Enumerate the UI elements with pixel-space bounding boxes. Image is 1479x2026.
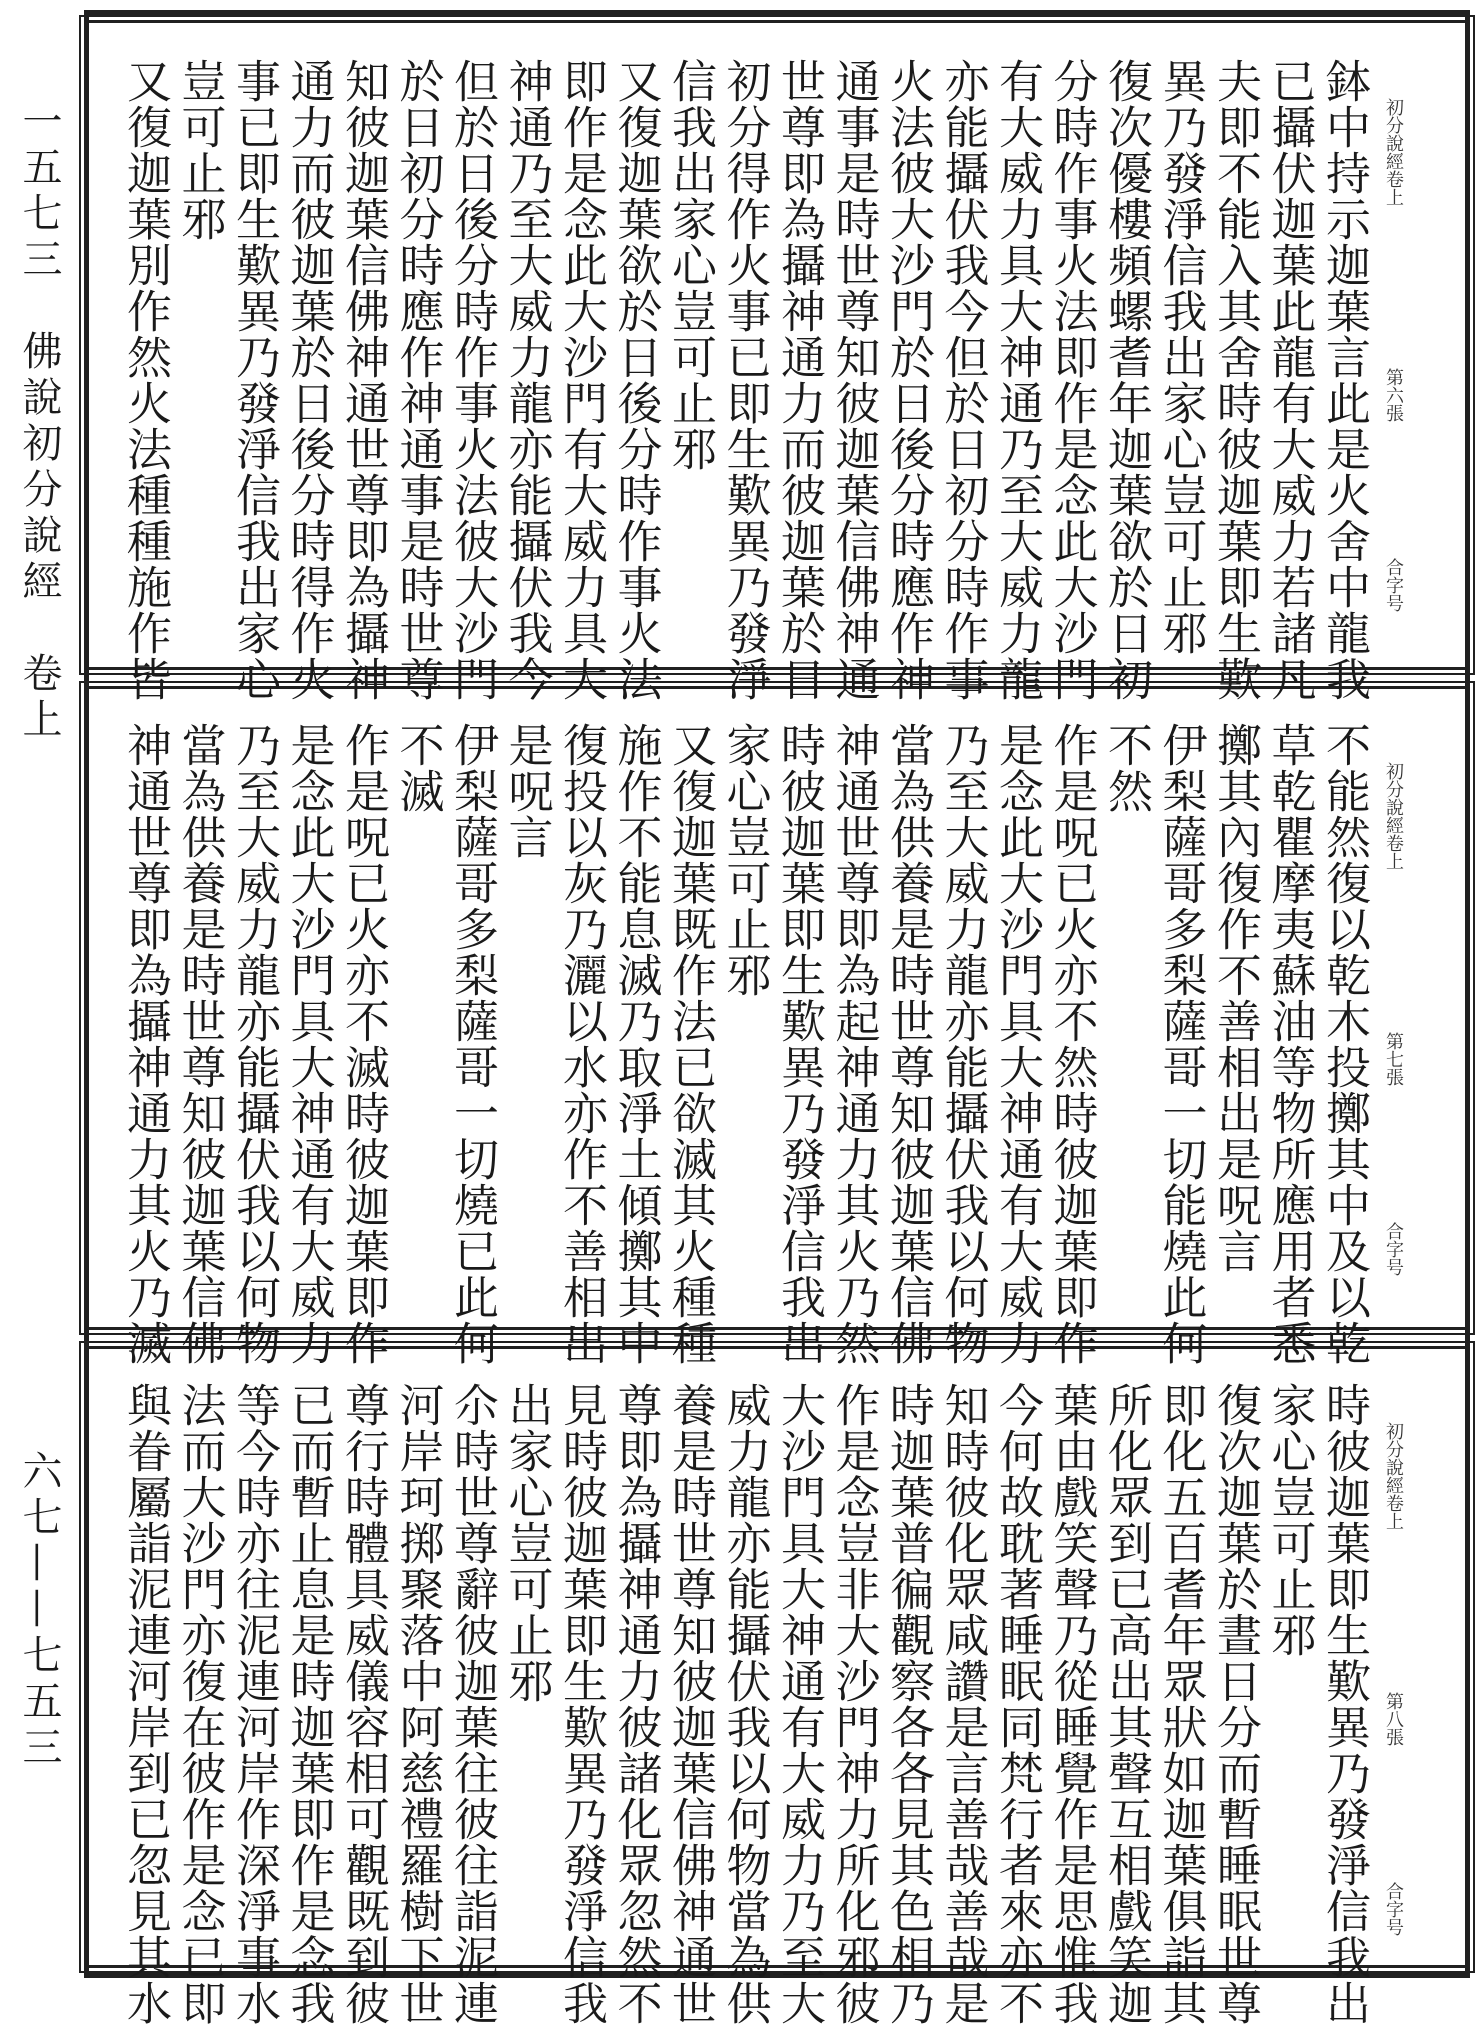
text-column: 葉由戲笑聲乃從睡覺作是思惟我 bbox=[1045, 1382, 1099, 2026]
text-column: 鉢中持示迦葉言此是火舍中龍我 bbox=[1318, 58, 1371, 702]
text-column: 時彼迦葉即生歎異乃發淨信我出 bbox=[1318, 1382, 1371, 2026]
margin-page-number: 六七——七五三 bbox=[16, 1450, 62, 1772]
panel-header-title: 初分說經卷上 bbox=[1383, 98, 1404, 206]
text-column: 世尊即為攝神通力而彼迦葉於日 bbox=[773, 58, 826, 702]
text-column: 出家心豈可止邪 bbox=[500, 1382, 554, 1704]
text-column: 火法彼大沙門於日後分時應作神 bbox=[882, 58, 935, 702]
text-column: 河岸珂掷聚落中阿慈禮羅樹下世 bbox=[391, 1382, 445, 2026]
text-column: 不然 bbox=[1100, 722, 1153, 814]
text-column: 通事是時世尊知彼迦葉信佛神通 bbox=[827, 58, 881, 702]
text-column: 時迦葉普徧觀察各各見其色相乃 bbox=[882, 1382, 935, 2026]
text-column: 見時彼迦葉即生歎異乃發淨信我 bbox=[555, 1382, 608, 2026]
text-column: 有大威力具大神通乃至大威力龍 bbox=[991, 58, 1044, 702]
text-column: 家心豈可止邪 bbox=[718, 722, 772, 998]
panel-header-title: 初分說經卷上 bbox=[1383, 762, 1404, 870]
text-column: 復次優樓頻螺耆年迦葉欲於日初 bbox=[1100, 58, 1153, 702]
text-column: 威力龍亦能攝伏我以何物當為供 bbox=[718, 1382, 772, 2026]
text-column: 是念此大沙門具大神通有大威力 bbox=[282, 722, 336, 1366]
text-column: 不能然復以乾木投擲其中及以乾 bbox=[1318, 722, 1371, 1366]
text-column: 作是念豈非大沙門神力所化邪彼 bbox=[827, 1382, 881, 2026]
text-column: 又復迦葉既作法已欲滅其火種種 bbox=[664, 722, 717, 1366]
text-column: 所化眾到已高出其聲互相戲笑迦 bbox=[1100, 1382, 1153, 2026]
panel-header-folio: 第六張 bbox=[1383, 368, 1404, 422]
text-column: 大沙門具大神通有大威力乃至大 bbox=[773, 1382, 826, 2026]
text-column: 復投以灰乃灑以水亦作不善相出 bbox=[555, 722, 608, 1366]
text-column: 初分得作火事已即生歎異乃發淨 bbox=[718, 58, 772, 702]
panel-header-mark: 合字号 bbox=[1383, 558, 1404, 612]
text-column: 即作是念此大沙門有大威力具大 bbox=[555, 58, 608, 702]
panel-header-mark: 合字号 bbox=[1383, 1882, 1404, 1936]
text-column: 知彼迦葉信佛神通世尊即為攝神 bbox=[337, 58, 390, 702]
text-column: 家心豈可止邪 bbox=[1263, 1382, 1317, 1658]
text-column: 分時作事火法即作是念此大沙門 bbox=[1045, 58, 1099, 702]
panel-header-mark: 合字号 bbox=[1383, 1222, 1404, 1276]
text-column: 夫即不能入其舍時彼迦葉即生歎 bbox=[1209, 58, 1262, 702]
text-column: 養是時世尊知彼迦葉信佛神通世 bbox=[664, 1382, 717, 2026]
text-column: 神通世尊即為攝神通力其火乃滅 bbox=[119, 722, 172, 1366]
text-column: 又復迦葉欲於日後分時作事火法 bbox=[609, 58, 663, 702]
margin-title: 一五七三 佛說初分說經 卷上 bbox=[16, 100, 62, 744]
text-column: 豈可止邪 bbox=[173, 58, 227, 242]
text-column: 是呪言 bbox=[500, 722, 554, 860]
text-column: 於日初分時應作神通事是時世尊 bbox=[391, 58, 445, 702]
text-column: 伊梨薩哥多梨薩哥一切燒已此何 bbox=[446, 722, 499, 1366]
text-column: 通力而彼迦葉於日後分時得作火 bbox=[282, 58, 336, 702]
text-column: 乃至大威力龍亦能攝伏我以何物 bbox=[228, 722, 281, 1366]
text-column: 尒時世尊辭彼迦葉往彼往詣泥連 bbox=[446, 1382, 499, 2026]
text-column: 已而暫止息是時迦葉即作是念我 bbox=[282, 1382, 336, 2026]
text-column: 異乃發淨信我出家心豈可止邪 bbox=[1154, 58, 1208, 656]
text-column: 草乾瞿摩夷蘇油等物所應用者悉 bbox=[1263, 722, 1317, 1366]
panel-header-folio: 第八張 bbox=[1383, 1692, 1404, 1746]
text-column: 又復迦葉別作然火法種種施作皆 bbox=[119, 58, 172, 702]
text-column: 尊即為攝神通力彼諸化眾忽然不 bbox=[609, 1382, 663, 2026]
text-column: 法而大沙門亦復在彼作是念已即 bbox=[173, 1382, 227, 2026]
text-column: 亦能攝伏我今但於日初分時作事 bbox=[936, 58, 990, 702]
text-column: 事已即生歎異乃發淨信我出家心 bbox=[228, 58, 281, 702]
text-column: 時彼迦葉即生歎異乃發淨信我出 bbox=[773, 722, 826, 1366]
text-column: 今何故耽著睡眠同梵行者來亦不 bbox=[991, 1382, 1044, 2026]
text-column: 復次迦葉於晝日分而暫睡眠世尊 bbox=[1209, 1382, 1262, 2026]
text-column: 但於日後分時作事火法彼大沙門 bbox=[446, 58, 499, 702]
text-column: 當為供養是時世尊知彼迦葉信佛 bbox=[173, 722, 227, 1366]
text-column: 擲其內復作不善相出是呪言 bbox=[1209, 722, 1262, 1274]
text-column: 神通世尊即為起神通力其火乃然 bbox=[827, 722, 881, 1366]
text-column: 已攝伏迦葉此龍有大威力若諸凡 bbox=[1263, 58, 1317, 702]
text-column: 作是呪已火亦不然時彼迦葉即作 bbox=[1045, 722, 1099, 1366]
text-column: 知時彼化眾咸讚是言善哉善哉是 bbox=[936, 1382, 990, 2026]
text-column: 伊梨薩哥多梨薩哥一切能燒此何 bbox=[1154, 722, 1208, 1366]
panel-header-title: 初分說經卷上 bbox=[1383, 1422, 1404, 1530]
text-column: 信我出家心豈可止邪 bbox=[664, 58, 717, 472]
text-column: 神通乃至大威力龍亦能攝伏我今 bbox=[500, 58, 554, 702]
text-column: 施作不能息滅乃取淨土傾擲其中 bbox=[609, 722, 663, 1366]
text-column: 是念此大沙門具大神通有大威力 bbox=[991, 722, 1044, 1366]
text-column: 乃至大威力龍亦能攝伏我以何物 bbox=[936, 722, 990, 1366]
text-column: 當為供養是時世尊知彼迦葉信佛 bbox=[882, 722, 935, 1366]
text-column: 與眷屬詣泥連河岸到已忽見其水 bbox=[119, 1382, 172, 2026]
text-column: 不滅 bbox=[391, 722, 445, 814]
text-column: 尊行時體具威儀容相可觀既到彼 bbox=[337, 1382, 390, 2026]
text-column: 等今時亦往泥連河岸作深淨事水 bbox=[228, 1382, 281, 2026]
text-column: 即化五百耆年眾狀如迦葉俱詣其 bbox=[1154, 1382, 1208, 2026]
panel-header-folio: 第七張 bbox=[1383, 1032, 1404, 1086]
text-column: 作是呪已火亦不滅時彼迦葉即作 bbox=[337, 722, 390, 1366]
